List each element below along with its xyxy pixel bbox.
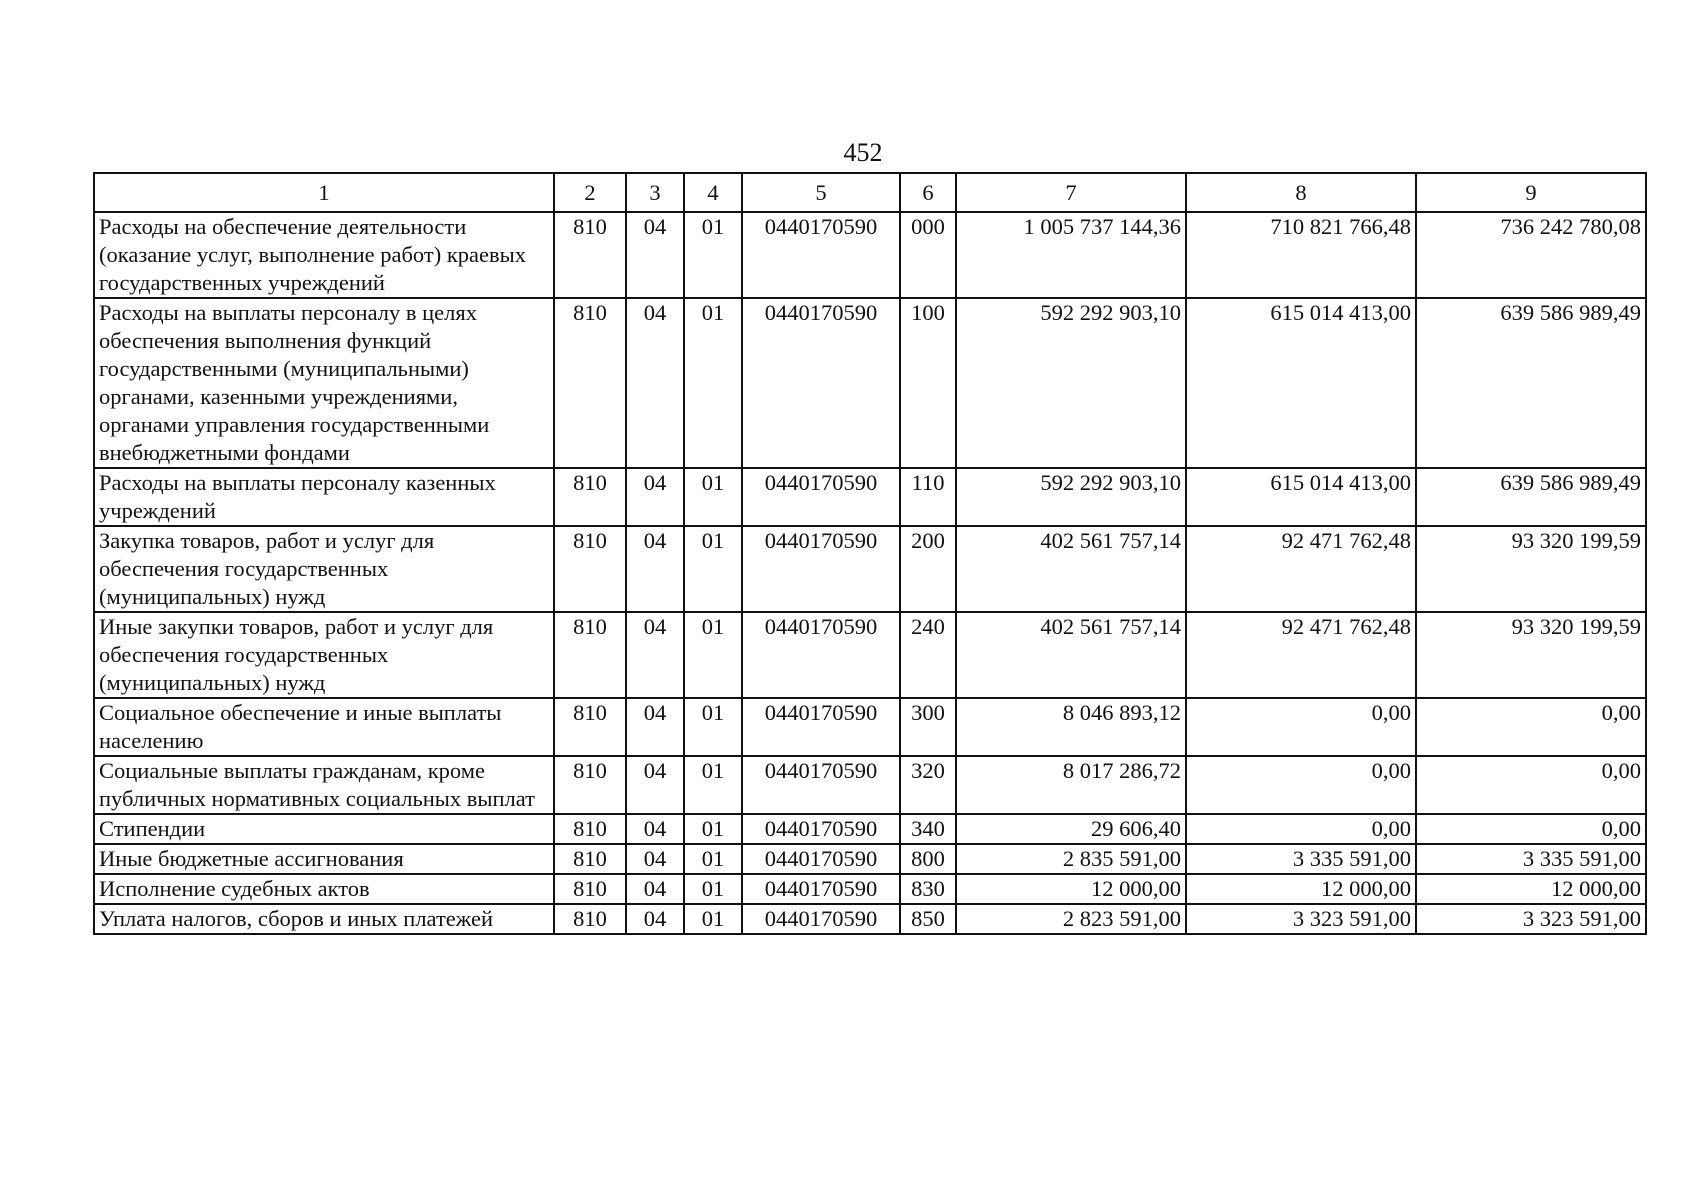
code-cell: 0440170590 <box>742 298 900 468</box>
amount-cell: 3 323 591,00 <box>1186 904 1416 934</box>
code-cell: 240 <box>900 612 956 698</box>
budget-table <box>93 172 1647 935</box>
code-cell: 0440170590 <box>742 468 900 526</box>
expense-name-cell: Исполнение судебных актов <box>94 874 554 904</box>
code-cell: 810 <box>554 212 626 298</box>
table-row <box>94 468 1646 526</box>
column-header: 1 <box>94 173 554 212</box>
code-cell: 0440170590 <box>742 698 900 756</box>
column-header: 3 <box>626 173 684 212</box>
table-row <box>94 874 1646 904</box>
amount-cell: 0,00 <box>1186 756 1416 814</box>
code-cell: 01 <box>684 698 742 756</box>
code-cell: 0440170590 <box>742 212 900 298</box>
code-cell: 01 <box>684 612 742 698</box>
code-cell: 810 <box>554 904 626 934</box>
amount-cell: 3 335 591,00 <box>1416 844 1646 874</box>
expense-name-cell: Социальное обеспечение и иные выплаты населению <box>94 698 554 756</box>
amount-cell: 402 561 757,14 <box>956 526 1186 612</box>
table-row <box>94 298 1646 468</box>
code-cell: 0440170590 <box>742 904 900 934</box>
code-cell: 800 <box>900 844 956 874</box>
amount-cell: 0,00 <box>1186 698 1416 756</box>
column-header: 9 <box>1416 173 1646 212</box>
code-cell: 04 <box>626 756 684 814</box>
code-cell: 810 <box>554 468 626 526</box>
code-cell: 300 <box>900 698 956 756</box>
amount-cell: 3 335 591,00 <box>1186 844 1416 874</box>
code-cell: 810 <box>554 298 626 468</box>
code-cell: 04 <box>626 698 684 756</box>
table-row <box>94 814 1646 844</box>
table-row <box>94 212 1646 298</box>
amount-cell: 12 000,00 <box>1186 874 1416 904</box>
code-cell: 0440170590 <box>742 526 900 612</box>
column-header: 2 <box>554 173 626 212</box>
code-cell: 000 <box>900 212 956 298</box>
code-cell: 0440170590 <box>742 874 900 904</box>
page-number: 452 <box>843 138 883 167</box>
code-cell: 01 <box>684 904 742 934</box>
amount-cell: 615 014 413,00 <box>1186 468 1416 526</box>
table-row <box>94 904 1646 934</box>
amount-cell: 29 606,40 <box>956 814 1186 844</box>
code-cell: 850 <box>900 904 956 934</box>
amount-cell: 0,00 <box>1416 756 1646 814</box>
code-cell: 0440170590 <box>742 612 900 698</box>
amount-cell: 1 005 737 144,36 <box>956 212 1186 298</box>
code-cell: 01 <box>684 212 742 298</box>
code-cell: 810 <box>554 874 626 904</box>
code-cell: 04 <box>626 212 684 298</box>
amount-cell: 12 000,00 <box>1416 874 1646 904</box>
column-header: 4 <box>684 173 742 212</box>
code-cell: 0440170590 <box>742 814 900 844</box>
expense-name-cell: Расходы на обеспечение деятельности (оказание услуг, выполнение работ) краевых государственных учреждений <box>94 212 554 298</box>
table-row <box>94 844 1646 874</box>
code-cell: 0440170590 <box>742 844 900 874</box>
amount-cell: 93 320 199,59 <box>1416 612 1646 698</box>
code-cell: 01 <box>684 526 742 612</box>
table-row <box>94 756 1646 814</box>
code-cell: 830 <box>900 874 956 904</box>
expense-name-cell: Закупка товаров, работ и услуг для обеспечения государственных (муниципальных) нужд <box>94 526 554 612</box>
expense-name-cell: Уплата налогов, сборов и иных платежей <box>94 904 554 934</box>
code-cell: 01 <box>684 468 742 526</box>
amount-cell: 3 323 591,00 <box>1416 904 1646 934</box>
amount-cell: 93 320 199,59 <box>1416 526 1646 612</box>
amount-cell: 402 561 757,14 <box>956 612 1186 698</box>
column-header: 8 <box>1186 173 1416 212</box>
amount-cell: 592 292 903,10 <box>956 468 1186 526</box>
amount-cell: 12 000,00 <box>956 874 1186 904</box>
code-cell: 04 <box>626 468 684 526</box>
expense-name-cell: Иные закупки товаров, работ и услуг для обеспечения государственных (муниципальных) нужд <box>94 612 554 698</box>
expense-name-cell: Стипендии <box>94 814 554 844</box>
amount-cell: 0,00 <box>1416 814 1646 844</box>
code-cell: 01 <box>684 298 742 468</box>
amount-cell: 592 292 903,10 <box>956 298 1186 468</box>
code-cell: 04 <box>626 844 684 874</box>
amount-cell: 2 823 591,00 <box>956 904 1186 934</box>
code-cell: 810 <box>554 814 626 844</box>
code-cell: 320 <box>900 756 956 814</box>
amount-cell: 0,00 <box>1416 698 1646 756</box>
code-cell: 01 <box>684 874 742 904</box>
code-cell: 340 <box>900 814 956 844</box>
code-cell: 0440170590 <box>742 756 900 814</box>
expense-name-cell: Расходы на выплаты персоналу казенных учреждений <box>94 468 554 526</box>
amount-cell: 8 017 286,72 <box>956 756 1186 814</box>
amount-cell: 0,00 <box>1186 814 1416 844</box>
code-cell: 810 <box>554 756 626 814</box>
column-header: 6 <box>900 173 956 212</box>
table-row <box>94 612 1646 698</box>
code-cell: 01 <box>684 844 742 874</box>
code-cell: 04 <box>626 526 684 612</box>
amount-cell: 639 586 989,49 <box>1416 468 1646 526</box>
amount-cell: 92 471 762,48 <box>1186 612 1416 698</box>
amount-cell: 615 014 413,00 <box>1186 298 1416 468</box>
expense-name-cell: Иные бюджетные ассигнования <box>94 844 554 874</box>
column-header: 7 <box>956 173 1186 212</box>
code-cell: 04 <box>626 814 684 844</box>
table-row <box>94 698 1646 756</box>
header-row <box>94 173 1646 212</box>
code-cell: 810 <box>554 844 626 874</box>
expense-name-cell: Расходы на выплаты персоналу в целях обеспечения выполнения функций государственными (муниципальными) органами, казенными учреждениями, органами управления государственными внебюджетными фондами <box>94 298 554 468</box>
code-cell: 810 <box>554 612 626 698</box>
code-cell: 04 <box>626 298 684 468</box>
amount-cell: 639 586 989,49 <box>1416 298 1646 468</box>
expense-name-cell: Социальные выплаты гражданам, кроме публичных нормативных социальных выплат <box>94 756 554 814</box>
code-cell: 200 <box>900 526 956 612</box>
amount-cell: 92 471 762,48 <box>1186 526 1416 612</box>
code-cell: 810 <box>554 698 626 756</box>
code-cell: 110 <box>900 468 956 526</box>
code-cell: 04 <box>626 904 684 934</box>
code-cell: 01 <box>684 814 742 844</box>
amount-cell: 8 046 893,12 <box>956 698 1186 756</box>
amount-cell: 710 821 766,48 <box>1186 212 1416 298</box>
code-cell: 01 <box>684 756 742 814</box>
code-cell: 04 <box>626 874 684 904</box>
column-header: 5 <box>742 173 900 212</box>
code-cell: 810 <box>554 526 626 612</box>
code-cell: 100 <box>900 298 956 468</box>
amount-cell: 736 242 780,08 <box>1416 212 1646 298</box>
code-cell: 04 <box>626 612 684 698</box>
amount-cell: 2 835 591,00 <box>956 844 1186 874</box>
table-row <box>94 526 1646 612</box>
